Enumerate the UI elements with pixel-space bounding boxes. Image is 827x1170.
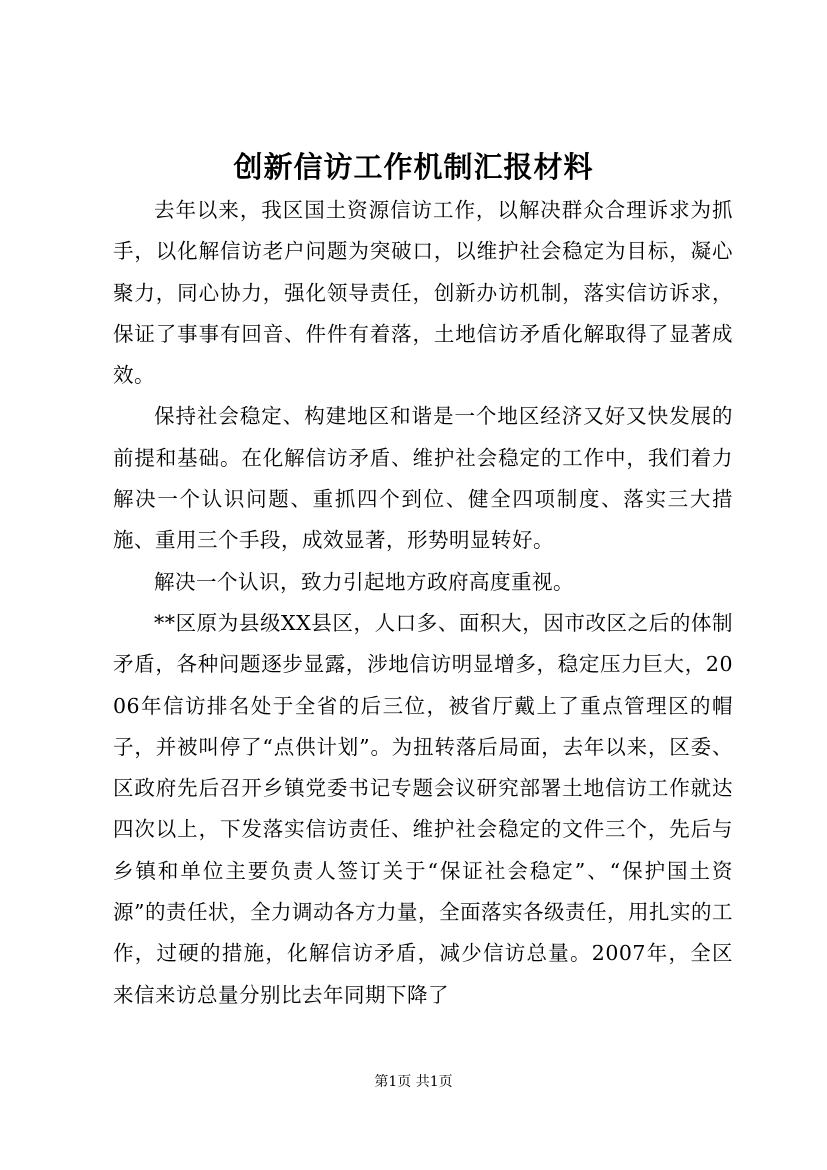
paragraph-district-background: **区原为县级XX县区，人口多、面积大，因市改区之后的体制矛盾，各种问题逐步显露，涉地信访明显增多，稳定压力巨大，2006年信访排名处于全省的后三位，被省厅戴上了重点管理区的帽子，并被叫停了“点供计划”。为扭转落后局面，去年以来，区委、区政府先后召开乡镇党委书记专题会议研究部署土地信访工作就达四次以上，下发落实信访责任、维护社会稳定的文件三个，先后与乡镇和单位主要负责人签订关于“保证社会稳定”、“保护国土资源”的责任状，全力调动各方力量，全面落实各级责任，用扎实的工作，过硬的措施，化解信访矛盾，减少信访总量。2007年，全区来信来访总量分别比去年同期下降了 [113, 610, 733, 1007]
paragraph-intro: 去年以来，我区国土资源信访工作，以解决群众合理诉求为抓手，以化解信访老户问题为突破口，以维护社会稳定为目标，凝心聚力，同心协力，强化领导责任，创新办访机制，落实信访诉求，保证了事事有回音、件件有着落，土地信访矛盾化解取得了显著成效。 [113, 198, 733, 388]
paragraph-stability: 保持社会稳定、构建地区和谐是一个地区经济又好又快发展的前提和基础。在化解信访矛盾、维护社会稳定的工作中，我们着力解决一个认识问题、重抓四个到位、健全四项制度、落实三大措施、重用三个手段，成效显著，形势明显转好。 [113, 404, 733, 553]
paragraph-heading-awareness: 解决一个认识，致力引起地方政府高度重视。 [154, 569, 574, 594]
document-title: 创新信访工作机制汇报材料 [233, 150, 594, 184]
document-body [113, 190, 733, 1016]
page-number: 第1页 共1页 [374, 1074, 453, 1090]
